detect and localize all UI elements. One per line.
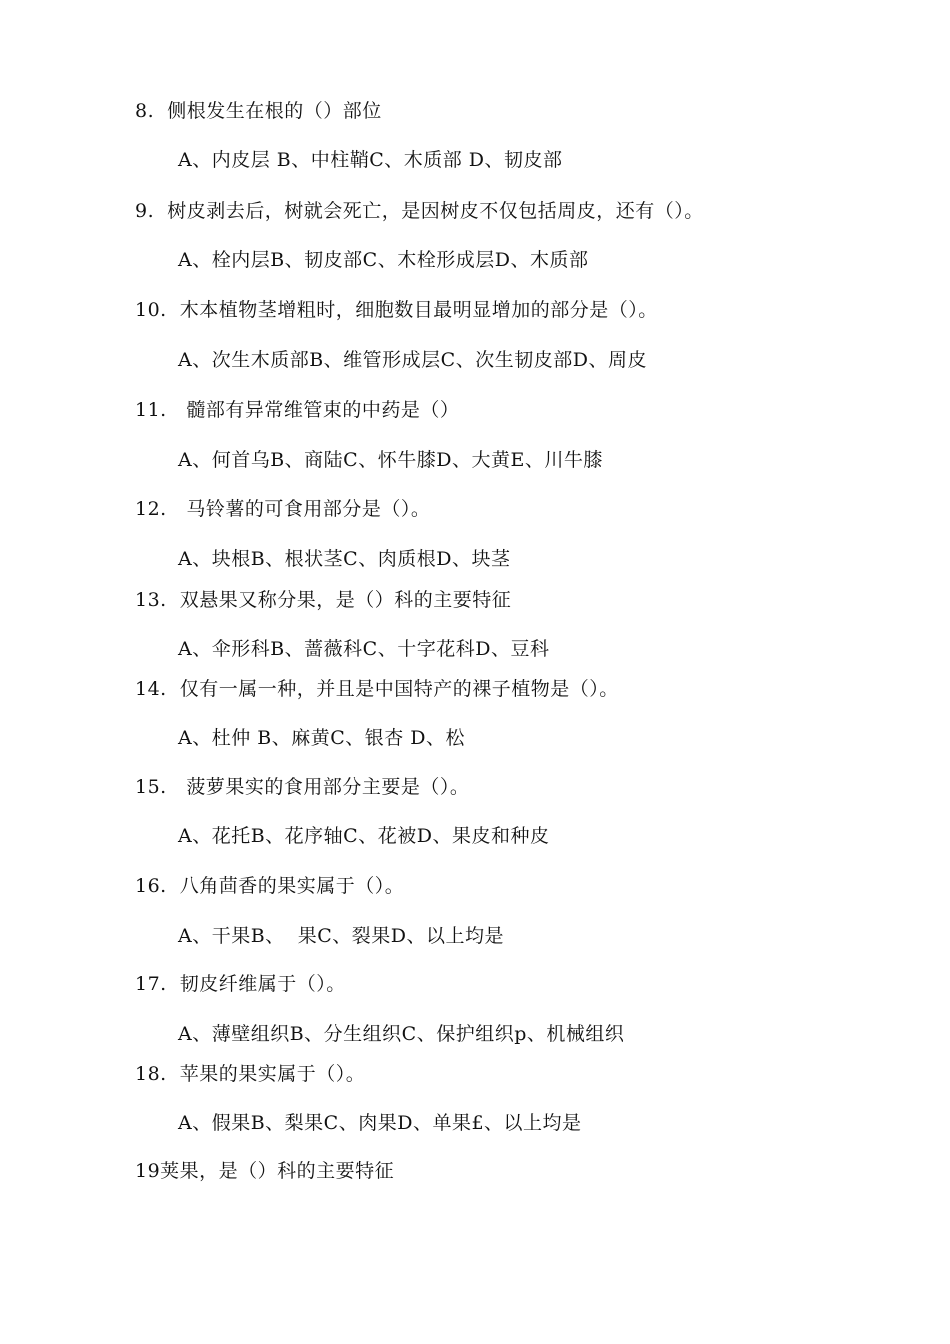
question-10: 10. 木本植物茎增粗时，细胞数目最明显增加的部分是（）。 [135,299,658,321]
options-11: A、何首乌B、商陆C、怀牛膝D、大黄E、川牛膝 [178,449,603,471]
question-11: 11. 髓部有异常维管束的中药是（） [135,399,460,421]
question-17: 17. 韧皮纤维属于（）。 [135,973,346,995]
options-14: A、杜仲 B、麻黄C、银杏 D、松 [178,727,466,749]
question-15: 15. 菠萝果实的食用部分主要是（）。 [135,776,470,798]
options-18: A、假果B、梨果C、肉果D、单果£、以上均是 [178,1112,582,1134]
options-10: A、次生木质部B、维管形成层C、次生韧皮部D、周皮 [178,349,647,371]
question-18: 18. 苹果的果实属于（）。 [135,1063,366,1085]
options-8: A、内皮层 B、中柱鞘C、木质部 D、韧皮部 [178,149,563,171]
question-13: 13. 双悬果又称分果，是（）科的主要特征 [135,589,512,611]
question-8: 8. 侧根发生在根的（）部位 [135,100,382,122]
options-15: A、花托B、花序轴C、花被D、果皮和种皮 [178,825,550,847]
options-9: A、栓内层B、韧皮部C、木栓形成层D、木质部 [178,249,589,271]
question-19: 19荚果，是（）科的主要特征 [135,1160,395,1182]
options-12: A、块根B、根状茎C、肉质根D、块茎 [178,548,511,570]
options-16: A、干果B、 果C、裂果D、以上均是 [178,925,505,947]
question-14: 14. 仅有一属一种，并且是中国特产的裸子植物是（）。 [135,678,619,700]
question-16: 16. 八角茴香的果实属于（）。 [135,875,405,897]
options-13: A、伞形科B、蔷薇科C、十字花科D、豆科 [178,638,550,660]
question-9: 9. 树皮剥去后，树就会死亡，是因树皮不仅包括周皮，还有（）。 [135,200,704,222]
options-17: A、薄壁组织B、分生组织C、保护组织p、机械组织 [178,1023,625,1045]
question-12: 12. 马铃薯的可食用部分是（）。 [135,498,431,520]
